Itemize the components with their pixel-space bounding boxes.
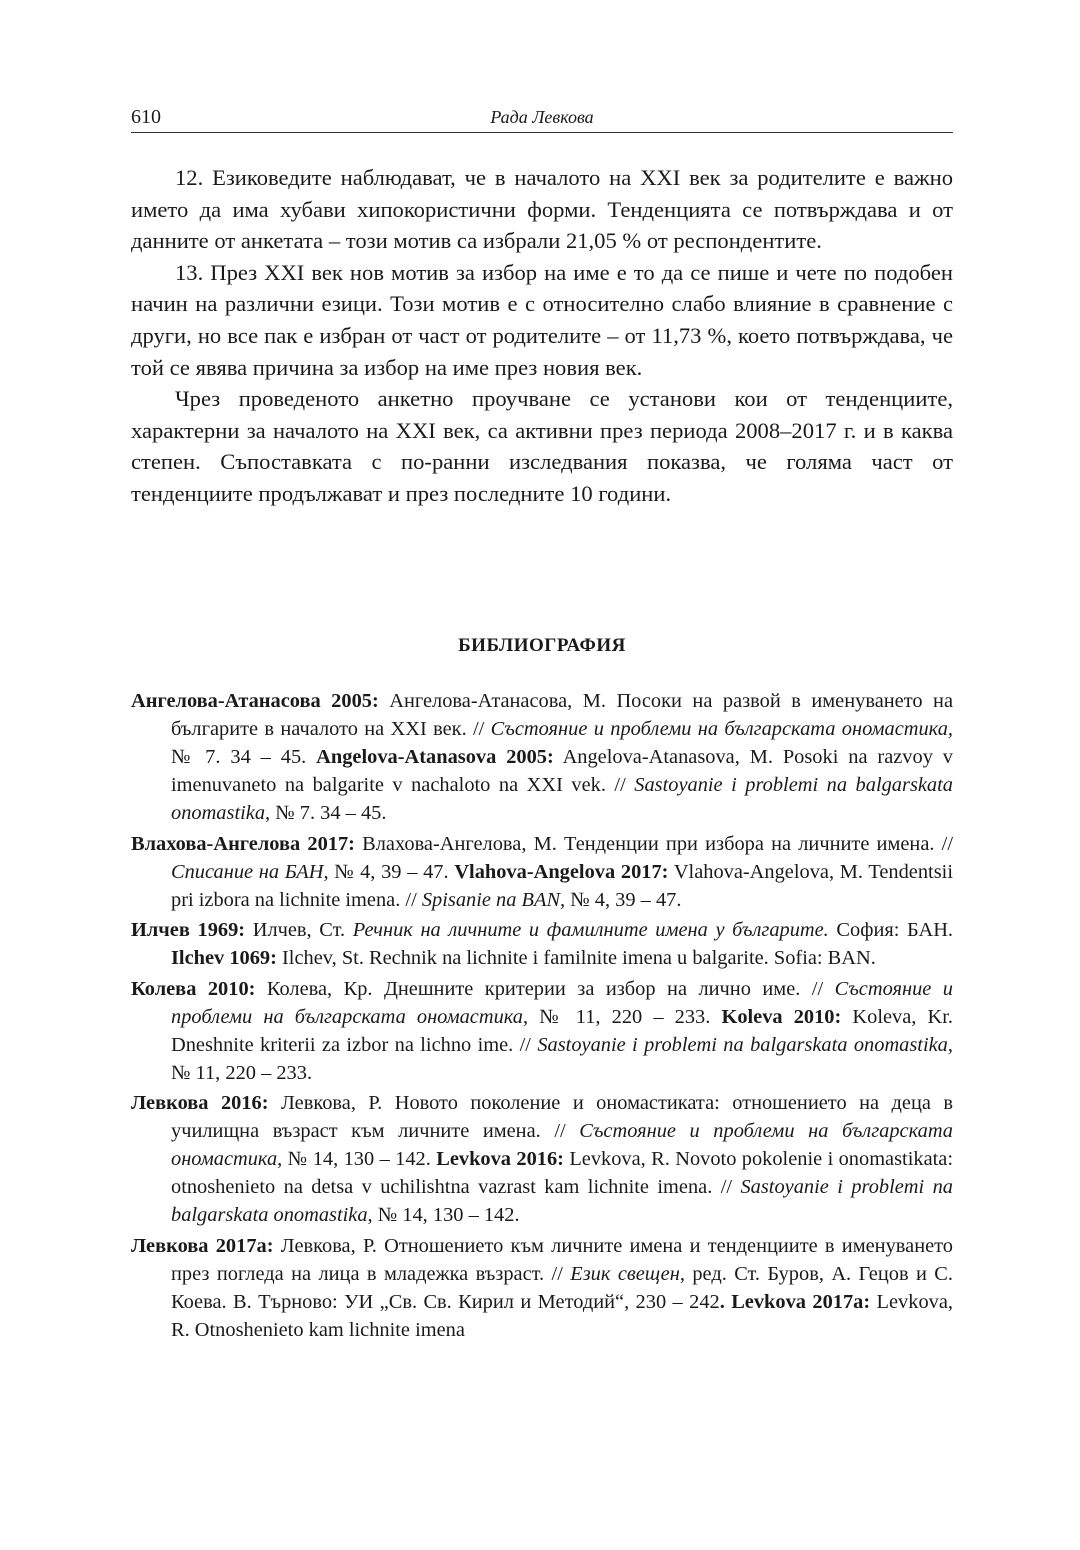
bibliography-entry	[131, 916, 953, 972]
page-number: 610	[131, 106, 161, 128]
entry-key-transliterated: . Levkova 2017a:	[719, 1290, 871, 1313]
entry-pages: София: БАН.	[828, 919, 954, 941]
running-head: Рада Левкова	[490, 107, 594, 127]
entry-pages: , № 4, 39 – 47.	[323, 860, 455, 883]
entry-source: Състояние и проблеми на българската ономастика	[171, 977, 953, 1028]
entry-pages-transliterated: , № 14, 130 – 142.	[367, 1204, 520, 1226]
entry-text-transliterated: Angelova-Atanasova, M. Posoki na razvoy v imenuvaneto na balgarite v nachaloto na XXI vek. //	[171, 746, 953, 796]
entry-text-transliterated: Koleva, Kr. Dneshnite kriterii za izbor na lichno ime. //	[171, 1005, 954, 1056]
entry-key-transliterated: Vlahova-Angelova 2017:	[454, 860, 669, 883]
entry-key: Левкова 2016:	[131, 1092, 269, 1114]
entry-pages: , ред. Ст. Буров, А. Гецов и С. Коева. В. Търново: УИ „Св. Св. Кирил и Методий“, 230 – 242	[171, 1262, 953, 1313]
section-heading: БИБЛИОГРАФИЯ	[458, 635, 626, 656]
entry-source: Списание на БАН	[171, 860, 324, 883]
entry-text: Левкова, Р. Отношението към личните имена и тенденциите в именуването през погледа на лица в младежка възраст. //	[171, 1234, 953, 1285]
bibliography-entry	[131, 830, 953, 914]
entry-key: Левкова 2017а:	[131, 1234, 274, 1257]
paragraph: Чрез проведеното анкетно проучване се установи кои от тенденциите, характерни за началото на XXI век, са активни през периода 2008–2017 г. и в каква степен. Съпоставката с по-ранни изследвания показва, че голяма част от тенденциите продължават и през последните 10 години.	[131, 386, 953, 506]
entry-source: Състояние и проблеми на българската ономастика,	[171, 1120, 953, 1170]
bibliography-entry	[131, 1089, 953, 1229]
page-header	[131, 100, 953, 133]
entry-text: Влахова-Ангелова, М. Тенденции при избора на личните имена. //	[354, 832, 953, 855]
paragraph: 13. През XXI век нов мотив за избор на име е то да се пише и чете по подобен начин на различни езици. Този мотив е с относително слабо влияние в сравнение с други, но все пак е избран от част от родителите – от 11,73 %, което потвърждава, че той се явява причина за избор на име през новия век.	[131, 259, 953, 380]
entry-pages-transliterated: , № 11, 220 – 233.	[171, 1033, 953, 1084]
paragraph: 12. Езиковедите наблюдават, че в началото на XXI век за родителите е важно името да има хубави хипокористични форми. Тенденцията се потвърждава и от данните от анкетата – този мотив са избрали 21,05 % от респондентите.	[131, 165, 953, 254]
entry-pages: № 7. 34 – 45.	[171, 746, 317, 768]
entry-text-transliterated: Levkova, R. Novoto pokolenie i onomastikata: otnoshenieto na detsa v uchilishtna vazrast kam lichnite imena. //	[171, 1148, 953, 1198]
entry-key: Ангелова-Атанасова 2005:	[131, 690, 379, 712]
entry-pages: , № 11, 220 – 233.	[523, 1005, 722, 1028]
entry-text-transliterated: Levkova, R. Otnoshenieto kam lichnite imena	[171, 1290, 953, 1341]
entry-source: Речник на личните и фамилните имена у българите.	[352, 919, 829, 941]
entry-text-transliterated: Vlahova-Angelova, M. Tendentsii pri izbora na lichnite imena. //	[171, 860, 953, 911]
entry-text-transliterated: Ilchev, St. Rechnik na lichnite i familnite imena u balgarite. Sofia: BAN.	[276, 947, 876, 969]
bibliography-entry	[131, 975, 953, 1087]
entry-source: Състояние и проблеми на българската ономастика,	[490, 718, 954, 740]
entry-key-transliterated: Levkova 2016:	[436, 1148, 564, 1170]
entry-text: Илчев, Ст.	[245, 919, 353, 941]
entry-key: Влахова-Ангелова 2017:	[131, 832, 355, 855]
bibliography-list	[131, 687, 953, 1346]
entry-source-transliterated: Spisanie na BAN,	[421, 888, 566, 911]
entry-source-transliterated: Sastoyanie i problemi na balgarskata onomastika	[537, 1033, 948, 1056]
entry-source-transliterated: Sastoyanie i problemi na balgarskata onomastika	[171, 774, 953, 824]
entry-key-transliterated: Angelova-Atanasova 2005:	[316, 746, 554, 768]
entry-pages-transliterated: , № 7. 34 – 45.	[265, 802, 387, 824]
entry-key: Колева 2010:	[131, 977, 256, 1000]
entry-key-transliterated: Ilchev 1069:	[171, 947, 277, 969]
entry-pages-transliterated: № 4, 39 – 47.	[565, 888, 682, 911]
body-text	[131, 162, 953, 510]
entry-pages: № 14, 130 – 142.	[282, 1148, 437, 1170]
entry-key-transliterated: Koleva 2010:	[721, 1005, 842, 1028]
entry-key: Илчев 1969:	[131, 919, 246, 941]
entry-text: Левкова, Р. Новото поколение и ономастиката: отношението на деца в училищна възраст към личните имена. //	[171, 1092, 953, 1142]
entry-source-transliterated: Sastoyanie i problemi na balgarskata onomastika	[171, 1176, 953, 1226]
bibliography-entry	[131, 687, 953, 827]
entry-source: Език свещен	[570, 1262, 680, 1285]
entry-text: Колева, Кр. Днешните критерии за избор на лично име. //	[255, 977, 835, 1000]
entry-text: Ангелова-Атанасова, М. Посоки на развой в именуването на българите в началото на XXI век. //	[171, 690, 953, 740]
bibliography-entry	[131, 1232, 953, 1344]
